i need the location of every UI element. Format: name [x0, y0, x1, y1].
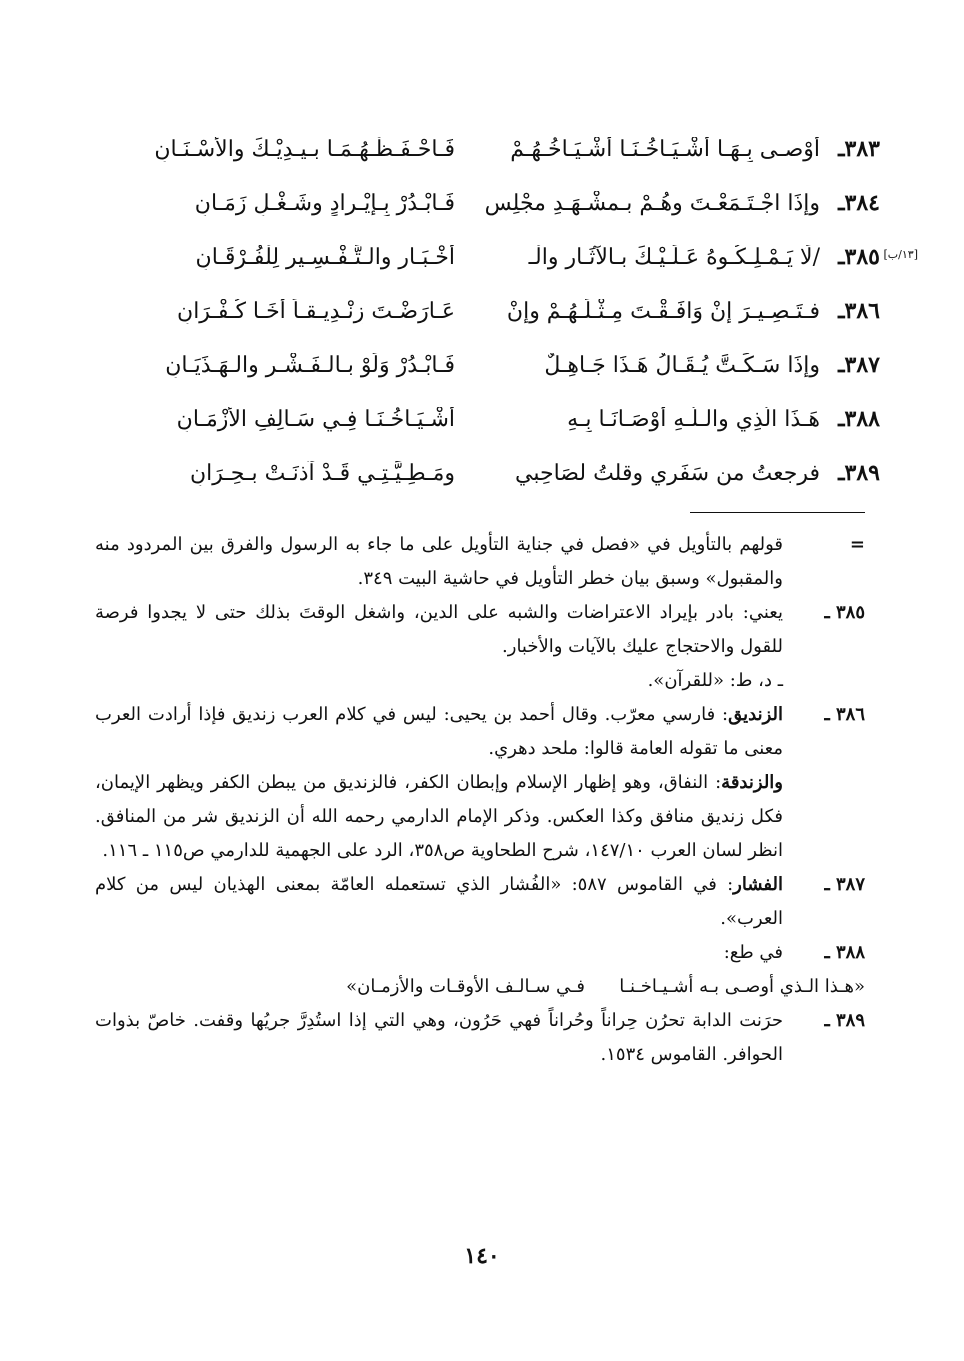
verse-number: ٣٨٩ـ [838, 460, 880, 486]
verse-number: ٣٨٥ـ [838, 244, 880, 270]
verses-block [90, 122, 918, 500]
first-hemistich: /لَا يَـمْـلِـكُـوهُ عَـلَـيْـكَ بـالآثَـارِ والْـ [528, 244, 820, 270]
footnote-number: ٣٨٥ ـ [824, 602, 865, 623]
verse-number: ٣٨٣ـ [838, 136, 880, 162]
verse-number: ٣٨٦ـ [838, 298, 880, 324]
first-hemistich: وإذَا اجْـتَـمَعْـتَ وهُـمْ بـمشْـهَـدِ مجْلِسٍ [484, 190, 820, 216]
manuscript-marker: [١٣/ب] [883, 248, 918, 261]
footnote-text: يعني: بادر بإيراد الاعتراضات والشبه على الدين، واشغل الوقتَ بذلك حتى لا يجدوا فرصة للقول والاحتجاج عليك بالآيات والأخبار. [95, 602, 783, 657]
footnote-385 [95, 596, 865, 664]
second-hemistich: عَـارَضْـتَ زِنْـدِيـقـاً أخَـا كُـفْـرَانِ [177, 298, 455, 324]
footnote-separator [690, 512, 865, 513]
footnote-term: والزندقة [721, 772, 783, 793]
verse-line [90, 176, 880, 230]
verse-line [90, 338, 880, 392]
second-hemistich: أَخْـبَـارِ والـتَّـفْـسِـيرِ لِلْفُـرْقَـانِ [195, 244, 455, 270]
first-hemistich: فـتَـصِـيـرَ إنْ وَافَـقْـتَ مِـثْـلَـهُـمْ وإنْ [506, 298, 820, 324]
verse-line [90, 392, 880, 446]
footnote-number: ٣٨٦ ـ [824, 704, 865, 725]
second-hemistich: فَـابْـدُرْ وَلَوْ بـالـفَـشْـرِ والـهَـذَيَـانِ [165, 352, 455, 378]
verse-number: ٣٨٧ـ [838, 352, 880, 378]
first-hemistich: وإذَا سَـكَـتَّ يُـقَـالُ هَـذَا جَـاهِـلٌ [544, 352, 820, 378]
footnote-number: ٣٨٨ ـ [824, 942, 865, 963]
verse-number: ٣٨٤ـ [838, 190, 880, 216]
footnote-continuation [95, 528, 865, 596]
footnote-variant: ـ د، ط: «للقرآن». [647, 670, 783, 691]
footnote-text: قولهم بالتأويل في «فصل في جناية التأويل على ما جاء به الرسول والفرق بين المردود منه والمقبول» وسبق بيان خطر التأويل في حاشية البيت ٣٤٩. [95, 534, 783, 589]
footnote-term: الزنديق [728, 704, 783, 725]
footnote-quoted-verse: «هـذا الـذي أوصـى بـه أشـيـاخـنـا فـي سـالـف الأوقـات والأزمـان» [346, 976, 865, 997]
footnote-text: : في القاموس ٥٨٧: «الفُشار الذي تستعمله العامّة بمعنى الهذيان ليس من كلام العرب». [95, 874, 783, 929]
first-hemistich: هَـذَا الَّذِي والـلَّـهِ أوْصَـانَـا بِـهِ [567, 406, 820, 432]
verse-line [90, 284, 880, 338]
footnote-text: حرَنت الدابة تحرُن حِراناً وحُراناً فهي حَرُون، وهي التي إذا استُدِرَّ جريُها وقفت. خاصّ بذوات الحوافر. القاموس ١٥٣٤. [95, 1010, 783, 1065]
second-hemistich: فَـابْـدُرْ بِـإيْـرادٍ وشَـغْـلِ زَمَـانِ [194, 190, 455, 216]
first-hemistich: أوْصـى بِـهَـا أشْـيَـاخُـنَـا أشْـيَـاخُـهُـمْ [510, 136, 820, 162]
footnote-number: ٣٨٩ ـ [824, 1010, 865, 1031]
footnotes [95, 528, 865, 1072]
footnote-text: : فارسي معرّب. وقال أحمد بن يحيى: ليس في كلام العرب زنديق فإذا أرادت العرب معنى ما تقوله العامة قالوا: ملحد دهري. [95, 704, 783, 759]
footnote-number: ٣٨٧ ـ [824, 874, 865, 895]
footnote-text: : النفاق، وهو إظهار الإسلام وإبطان الكفر، فالزنديق من يبطن الكفر ويظهر الإيمان، فكل زنديق منافق وكذا العكس. وذكر الإمام الدارمي رحمه الله أن الزنديق شر من المنافق. انظر لسان العرب ١٤٧/١٠، شرح الطحاوية ص٣٥٨، الرد على الجهمية للدارمي ص١١٥ ـ ١١٦. [95, 772, 783, 861]
footnote-387 [95, 868, 865, 936]
footnote-term: الفشار [733, 874, 783, 895]
footnote-389 [95, 1004, 865, 1072]
second-hemistich: أشْـيَـاخُـنَـا فِـي سَـالِفِ الأَزْمَـانِ [176, 406, 455, 432]
page-number: ١٤٠ [464, 1243, 500, 1269]
second-hemistich: ومَـطِـيَّـتِـي قَـدْ آذنَـتْ بـحِـرَانِ [189, 460, 455, 486]
verse-line [90, 446, 880, 500]
footnote-text: في طع: [723, 942, 783, 963]
verse-number: ٣٨٨ـ [838, 406, 880, 432]
verse-line [90, 230, 918, 284]
footnote-386 [95, 698, 865, 766]
first-hemistich: فرجعتُ من سَفَري وقلتُ لصَاحِبي [515, 460, 820, 486]
footnote-paragraph [95, 766, 865, 868]
second-hemistich: فَـاحْـفَـظْـهُـمَـا بـيـدِيْـكَ والأَسْـنَـانِ [154, 136, 455, 162]
footnote-388 [95, 936, 865, 970]
footnote-marker: = [849, 534, 865, 555]
verse-line [90, 122, 880, 176]
